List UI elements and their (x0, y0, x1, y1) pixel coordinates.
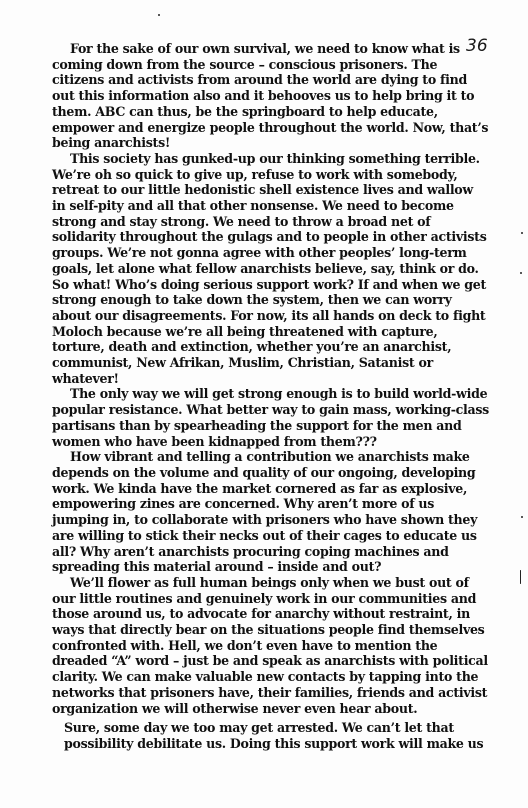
page-number: 36 (466, 36, 488, 56)
paragraph-5: We’ll flower as full human beings only when we bust out of our little routines and genuinely work in our communities and those around us, to advocate for anarchy without restraint, in ways that directly bear on the situations people find themselves confronted with. Hell, we don’t even have to mention the dreaded “A” word – just be and speak as anarchists with political clarity. We can make valuable new contacts by tapping into the networks that prisoners have, their families, friends and activist organization we will otherwise never even hear about. (52, 574, 488, 716)
scan-speck (520, 272, 522, 274)
paragraph-2: This society has gunked-up our thinking something terrible. We’re oh so quick to give up, refuse to work with somebody, retreat to our little hedonistic shell existence lives and wallow in self-pity and all that other nonsense. We need to become strong and stay strong. We need to throw a broad net of solidarity throughout the gulags and to people in other activists groups. We’re not gonna agree with other peoples’ long-term goals, let alone what fellow anarchists believe, say, think or do. So what! Who’s doing serious support work? If and when we get strong enough to take down the system, then we can worry about our disagreements. For now, its all hands on deck to fight Moloch because we’re all being threatened with capture, torture, death and extinction, whether you’re an anarchist, communist, New Afrikan, Muslim, Christian, Satanist or whatever! (52, 150, 487, 386)
scan-speck (158, 14, 160, 16)
paragraph-1: For the sake of our own survival, we need to know what is coming down from the source – conscious prisoners. The citizens and activists from around the world are dying to find out this information also and it behooves us to help bring it to them. ABC can thus, be the springboard to help educate, empower and energize people throughout the world. Now, that’s being anarchists! (52, 41, 489, 151)
scan-speck (520, 570, 521, 584)
paragraph-4: How vibrant and telling a contribution we anarchists make depends on the volume and quality of our ongoing, developing work. We kinda have the market cornered as far as explosive, empowering zines are concerned. Why aren’t more of us jumping in, to collaborate with prisoners who have shown they are willing to stick their necks out of their cages to educate us all? Why aren’t anarchists procuring coping machines and spreading this material around – inside and out? (52, 449, 478, 575)
paragraph-6: Sure, some day we too may get arrested. We can’t let that possibility debilitate us. Doing this support work will make us (64, 720, 484, 751)
paragraph-3: The only way we will get strong enough is to build world-wide popular resistance. What better way to gain mass, working-class partisans than by spearheading the support for the men and women who have been kidnapped from them??? (52, 386, 489, 449)
body-text (52, 41, 490, 752)
scan-speck (521, 232, 523, 234)
scan-speck (521, 516, 523, 518)
